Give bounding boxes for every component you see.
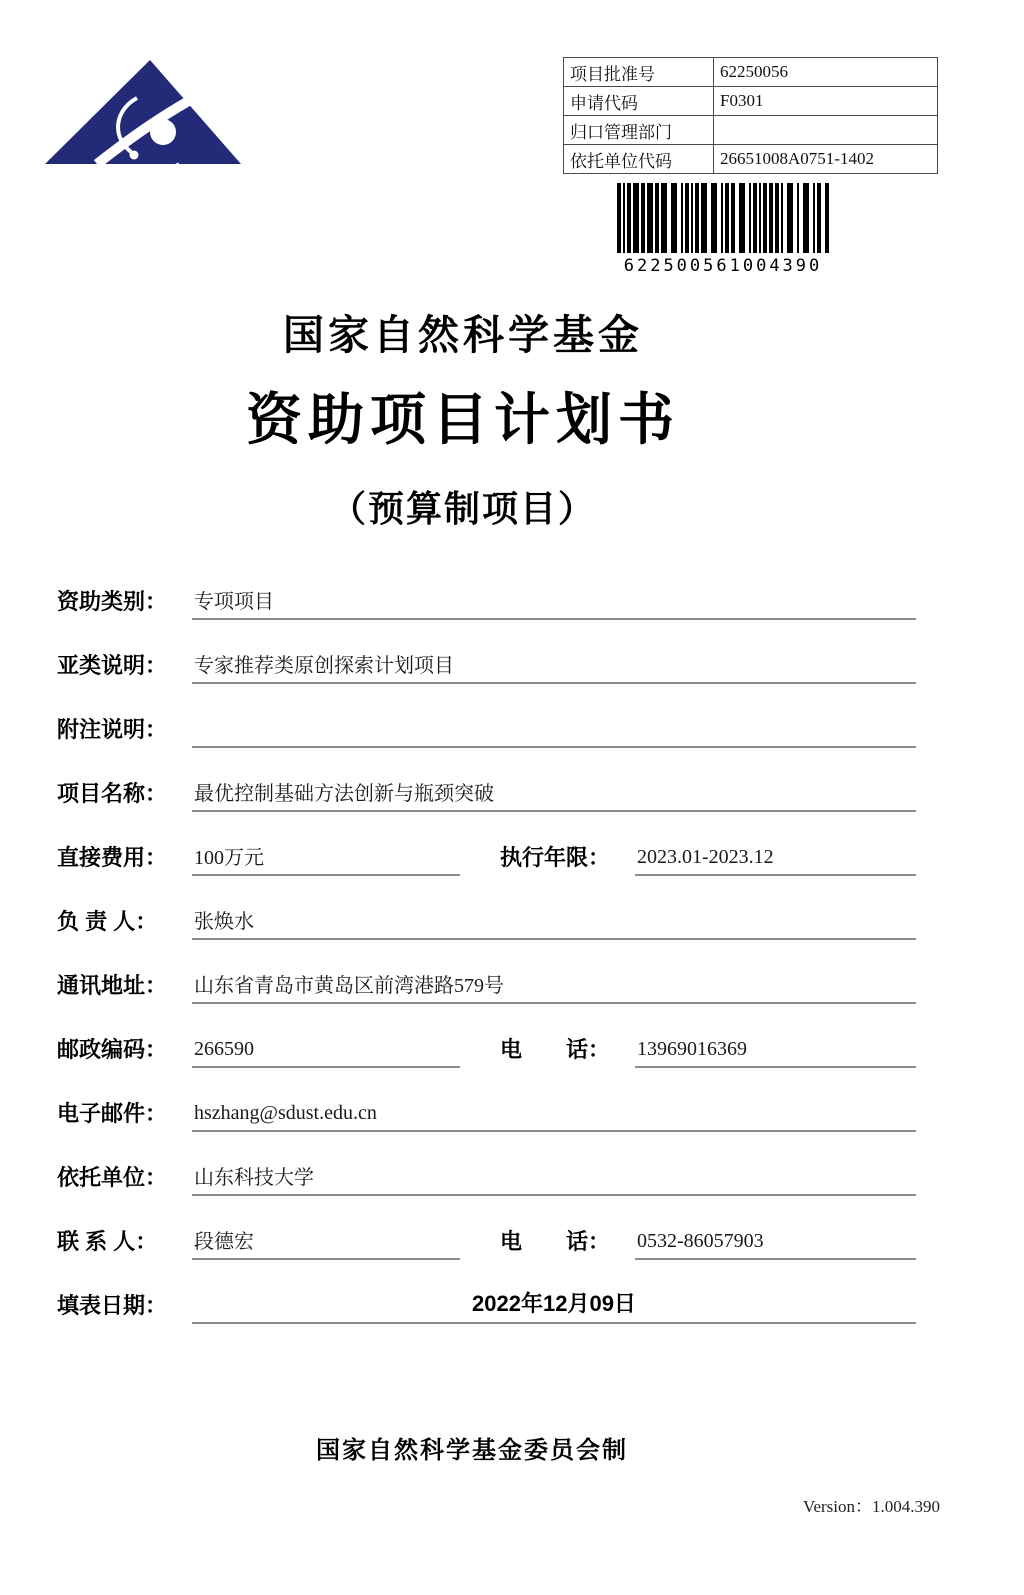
form-row-fill-date (57, 1260, 916, 1324)
info-label: 申请代码 (564, 87, 714, 116)
field-label: 负 责 人： (57, 909, 158, 934)
field-label: 资助类别： (57, 589, 168, 614)
issuer-line: 国家自然科学基金委员会制 (316, 1437, 628, 1464)
title-plan-book: 资助项目计划书 (246, 388, 680, 451)
info-value (714, 116, 938, 145)
field-label: 通讯地址： (57, 973, 168, 998)
title-fund-name: 国家自然科学基金 (283, 312, 643, 358)
postcode-field: 266590 (192, 1038, 460, 1068)
form-row-funding-category (57, 556, 916, 620)
project-info-table (563, 57, 938, 174)
institution-field: 山东科技大学 (192, 1161, 916, 1196)
form-row-postcode-phone (57, 1004, 916, 1068)
info-label: 归口管理部门 (564, 116, 714, 145)
form-row-subcategory (57, 620, 916, 684)
version-number: 1.004.390 (872, 1497, 940, 1516)
email-field: hszhang@sdust.edu.cn (192, 1102, 916, 1132)
field-label: 亚类说明： (57, 653, 168, 678)
barcode-bars-icon (617, 183, 829, 253)
funding-category-field: 专项项目 (192, 585, 916, 620)
contact-field: 段德宏 (192, 1225, 460, 1260)
field-label: 电 话： (500, 1229, 611, 1254)
field-label: 项目名称： (57, 781, 168, 806)
form-row-principal (57, 876, 916, 940)
field-label: 依托单位： (57, 1165, 168, 1190)
form-row-cost-period (57, 812, 916, 876)
form-row-project-name (57, 748, 916, 812)
field-label: 邮政编码： (57, 1037, 168, 1062)
field-label: 填表日期： (57, 1293, 168, 1318)
info-value: 26651008A0751-1402 (714, 145, 938, 174)
form-row-address (57, 940, 916, 1004)
address-field: 山东省青岛市黄岛区前湾港路579号 (192, 969, 916, 1004)
application-form (57, 556, 916, 1324)
table-row (564, 145, 938, 174)
field-label: 电 话： (500, 1037, 611, 1062)
form-row-notes (57, 684, 916, 748)
barcode (598, 183, 848, 276)
table-row (564, 116, 938, 145)
form-row-contact (57, 1196, 916, 1260)
field-label: 附注说明： (57, 717, 168, 742)
nsfc-logo-icon (45, 60, 241, 164)
direct-cost-field: 100万元 (192, 841, 460, 876)
phone-field: 13969016369 (635, 1038, 916, 1068)
version-text (803, 1492, 940, 1517)
version-label: Version： (803, 1497, 872, 1516)
field-label: 执行年限： (500, 845, 611, 870)
subcategory-field: 专家推荐类原创探索计划项目 (192, 649, 916, 684)
barcode-digits: 622500561004390 (623, 256, 823, 276)
form-row-institution (57, 1132, 916, 1196)
project-name-field: 最优控制基础方法创新与瓶颈突破 (192, 777, 916, 812)
notes-field (192, 718, 916, 748)
info-value: 62250056 (714, 58, 938, 87)
table-row (564, 58, 938, 87)
field-label: 直接费用： (57, 845, 168, 870)
principal-field: 张焕水 (192, 905, 916, 940)
form-row-email (57, 1068, 916, 1132)
field-label: 联 系 人： (57, 1229, 158, 1254)
info-label: 项目批准号 (564, 58, 714, 87)
info-value: F0301 (714, 87, 938, 116)
fill-date-field: 2022年12月09日 (192, 1287, 916, 1324)
field-label: 电子邮件： (57, 1101, 168, 1126)
execution-period-field: 2023.01-2023.12 (635, 846, 916, 876)
info-label: 依托单位代码 (564, 145, 714, 174)
contact-phone-field: 0532-86057903 (635, 1230, 916, 1260)
table-row (564, 87, 938, 116)
title-budget-type: （预算制项目） (329, 488, 596, 529)
